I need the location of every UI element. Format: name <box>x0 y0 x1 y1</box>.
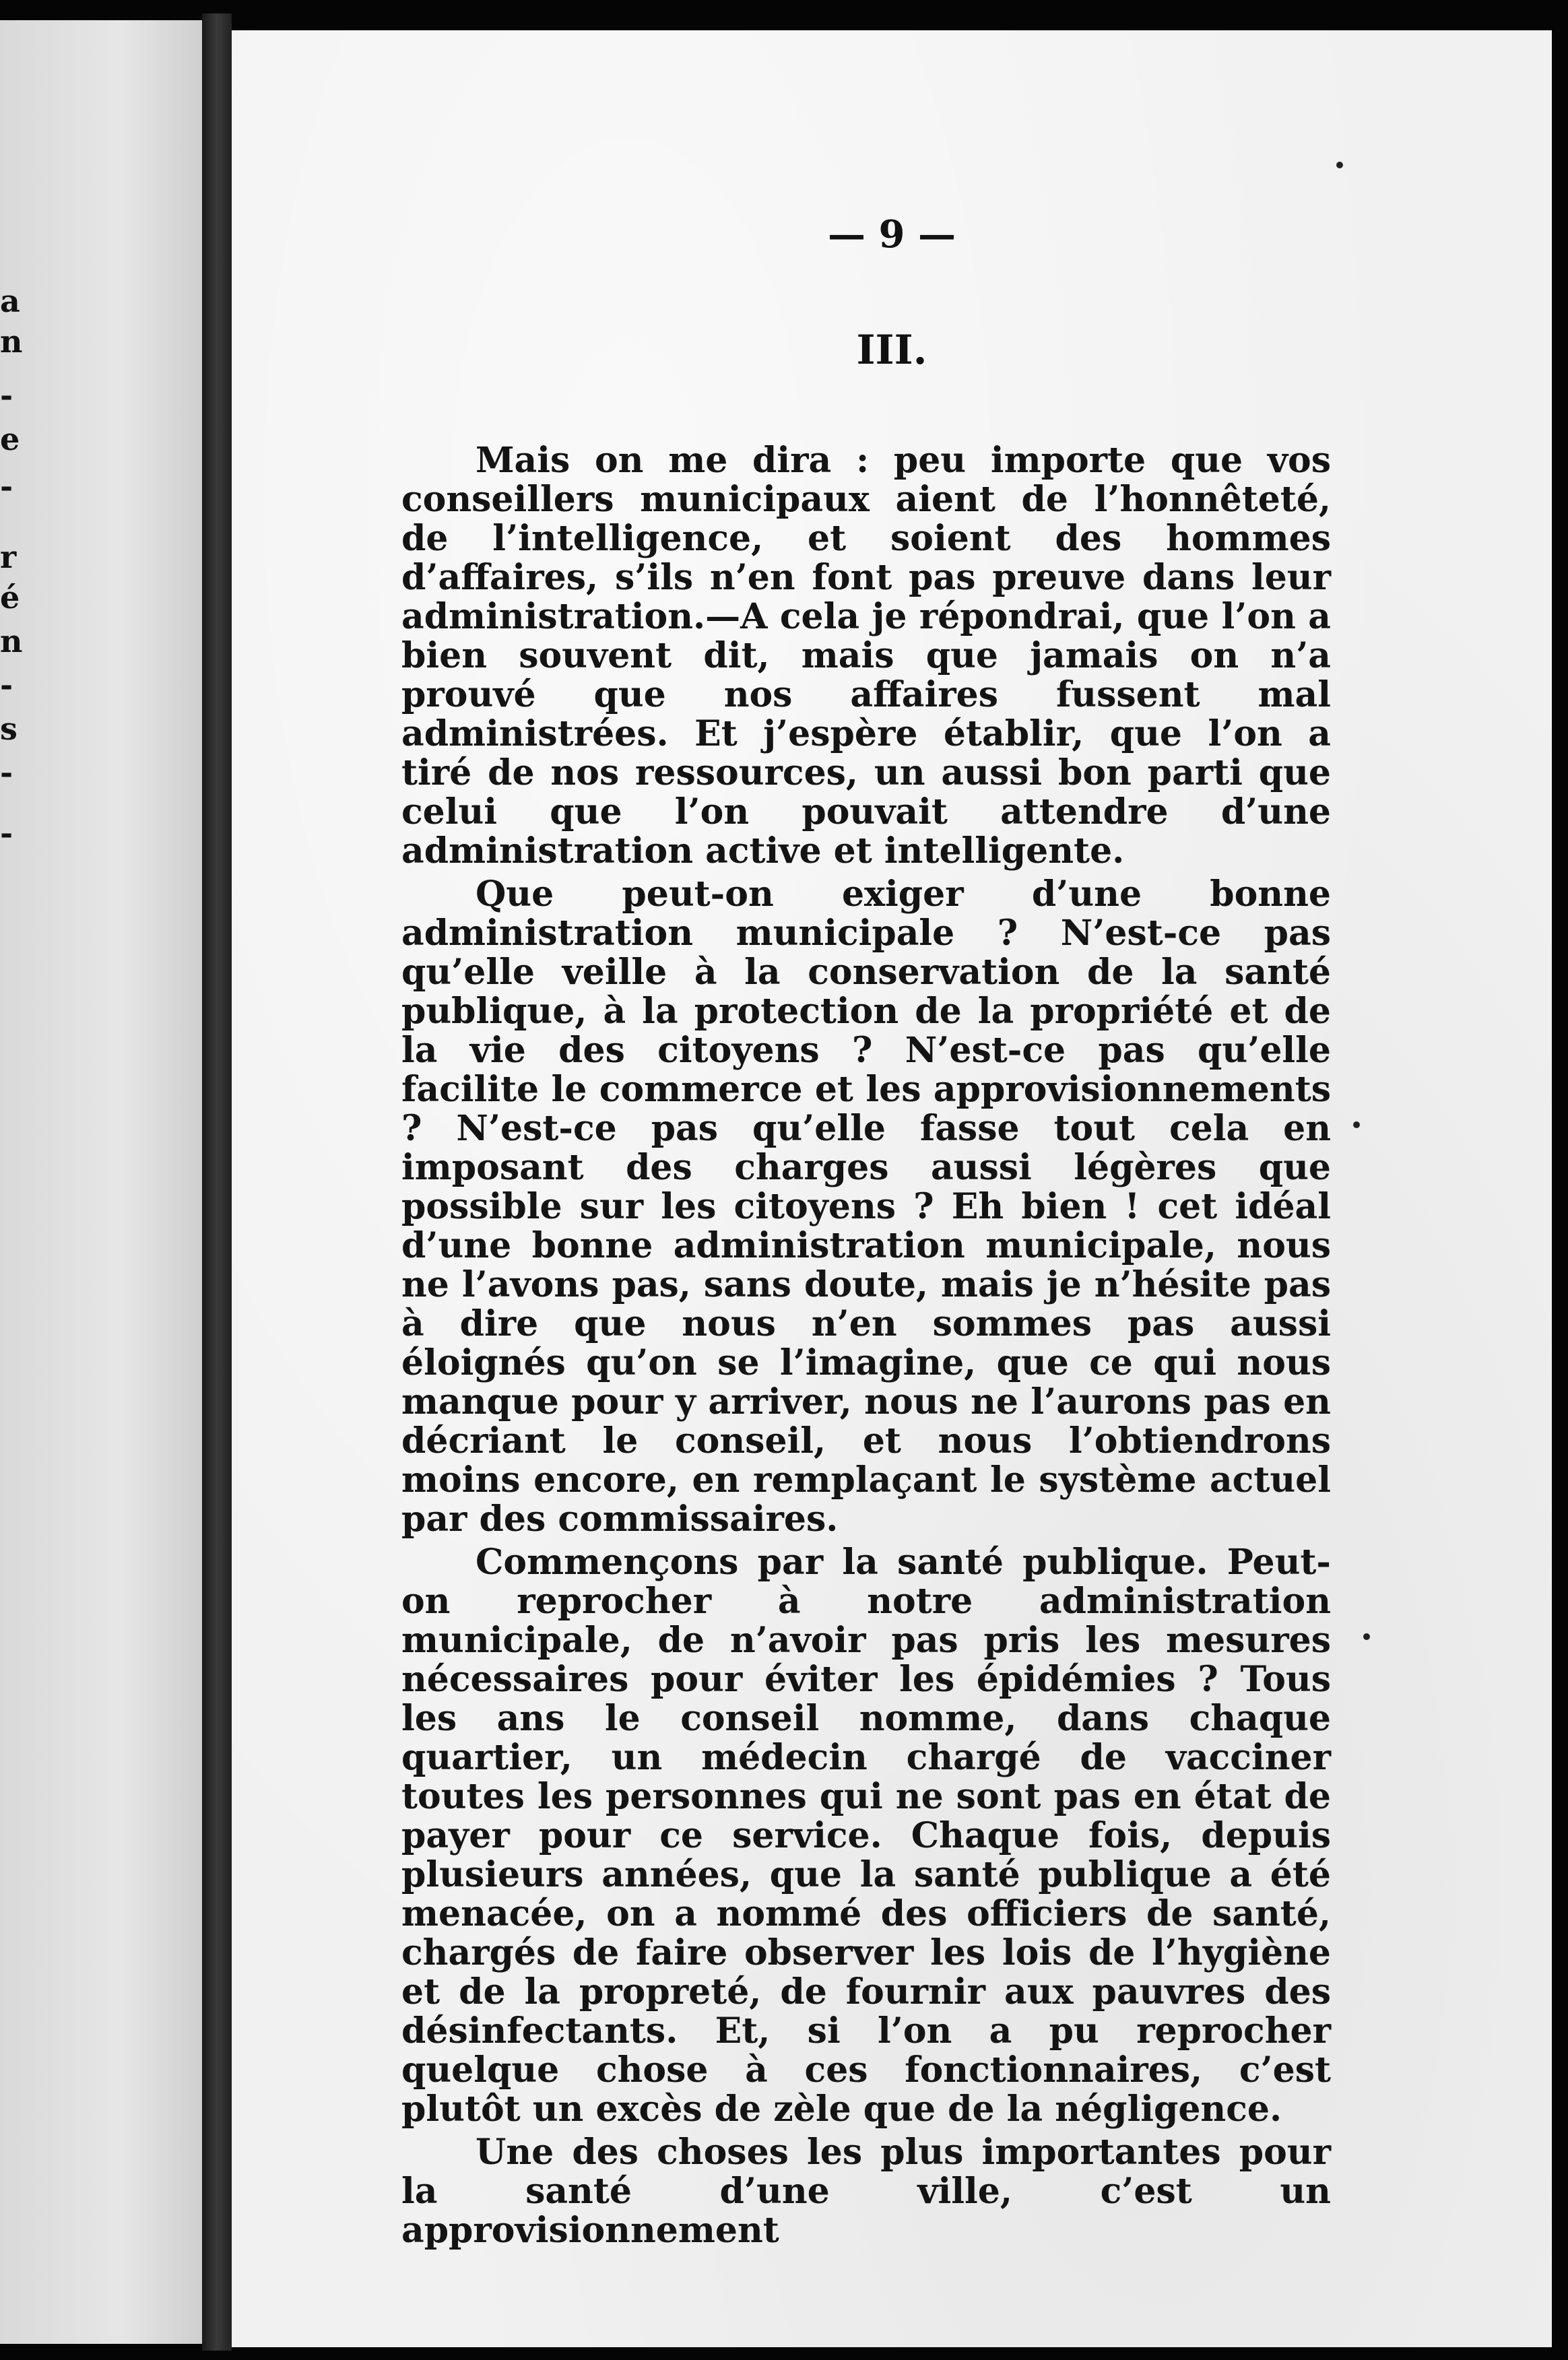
facing-page-fragment: n <box>0 323 23 360</box>
paragraph: Mais on me dira : peu importe que vos conseillers municipaux aient de l’honnêteté, de l’intelligence, et soient des hommes d’affaires, s’ils n’en font pas preuve dans leur administration.—A cela je répondrai, que l’on a bien souvent dit, mais que jamais on n’a prouvé que nos affaires fussent mal administrées. Et j’espère établir, que l’on a tiré de nos ressources, un aussi bon parti que celui que l’on pouvait attendre d’une administration active et intelligente. <box>401 440 1331 872</box>
facing-page-fragment: - <box>0 468 13 504</box>
paragraph: Commençons par la santé publique. Peut-on reprocher à notre administration municipale, de n’avoir pas pris les mesures nécessaires pour éviter les épidémies ? Tous les ans le conseil nomme, dans chaque quartier, un médecin chargé de vacciner toutes les personnes qui ne sont pas en état de payer pour ce service. Chaque fois, depuis plusieurs années, que la santé publique a été menacée, on a nommé des officiers de santé, chargés de faire observer les lois de l’hygiène et de la propreté, de fournir aux pauvres des désinfectants. Et, si l’on a pu reprocher quelque chose à ces fonctionnaires, c’est plutôt un excès de zèle que de la négligence. <box>401 1542 1331 2130</box>
page-number: — 9 — <box>828 212 956 257</box>
facing-page-fragment: a <box>0 283 20 319</box>
book-gutter <box>202 13 232 2351</box>
print-speck <box>1353 1121 1360 1128</box>
facing-page-edge <box>0 20 202 2344</box>
paragraph: Que peut-on exiger d’une bonne administration municipale ? N’est-ce pas qu’elle veille à la conservation de la santé publique, à la protection de la propriété et de la vie des citoyens ? N’est-ce pas qu’elle facilite le commerce et les approvisionnements ? N’est-ce pas qu’elle fasse tout cela en imposant des charges aussi légères que possible sur les citoyens ? Eh bien ! cet idéal d’une bonne administration municipale, nous ne l’avons pas, sans doute, mais je n’hésite pas à dire que nous n’en sommes pas aussi éloignés qu’on se l’imagine, que ce qui nous manque pour y arriver, nous ne l’aurons pas en décriant le conseil, et nous l’obtiendrons moins encore, en remplaçant le système actuel par des commissaires. <box>401 874 1331 1540</box>
facing-page-fragment: - <box>0 754 13 791</box>
facing-page-fragment: e <box>0 421 20 457</box>
facing-page-fragment: - <box>0 667 13 703</box>
facing-page-fragment: n <box>0 623 23 659</box>
facing-page-fragment: s <box>0 711 18 747</box>
facing-page-fragment: - <box>0 815 13 851</box>
paragraph: Une des choses les plus importantes pour la santé d’une ville, c’est un approvisionnement <box>401 2132 1331 2251</box>
book-page <box>232 30 1552 2347</box>
section-heading: III. <box>856 327 927 374</box>
facing-page-fragment: r <box>0 539 17 575</box>
page-body <box>401 441 1331 2250</box>
print-speck <box>1363 1633 1370 1640</box>
facing-page-fragment: é <box>0 579 20 616</box>
print-speck <box>1336 162 1343 168</box>
facing-page-fragment: - <box>0 377 13 414</box>
